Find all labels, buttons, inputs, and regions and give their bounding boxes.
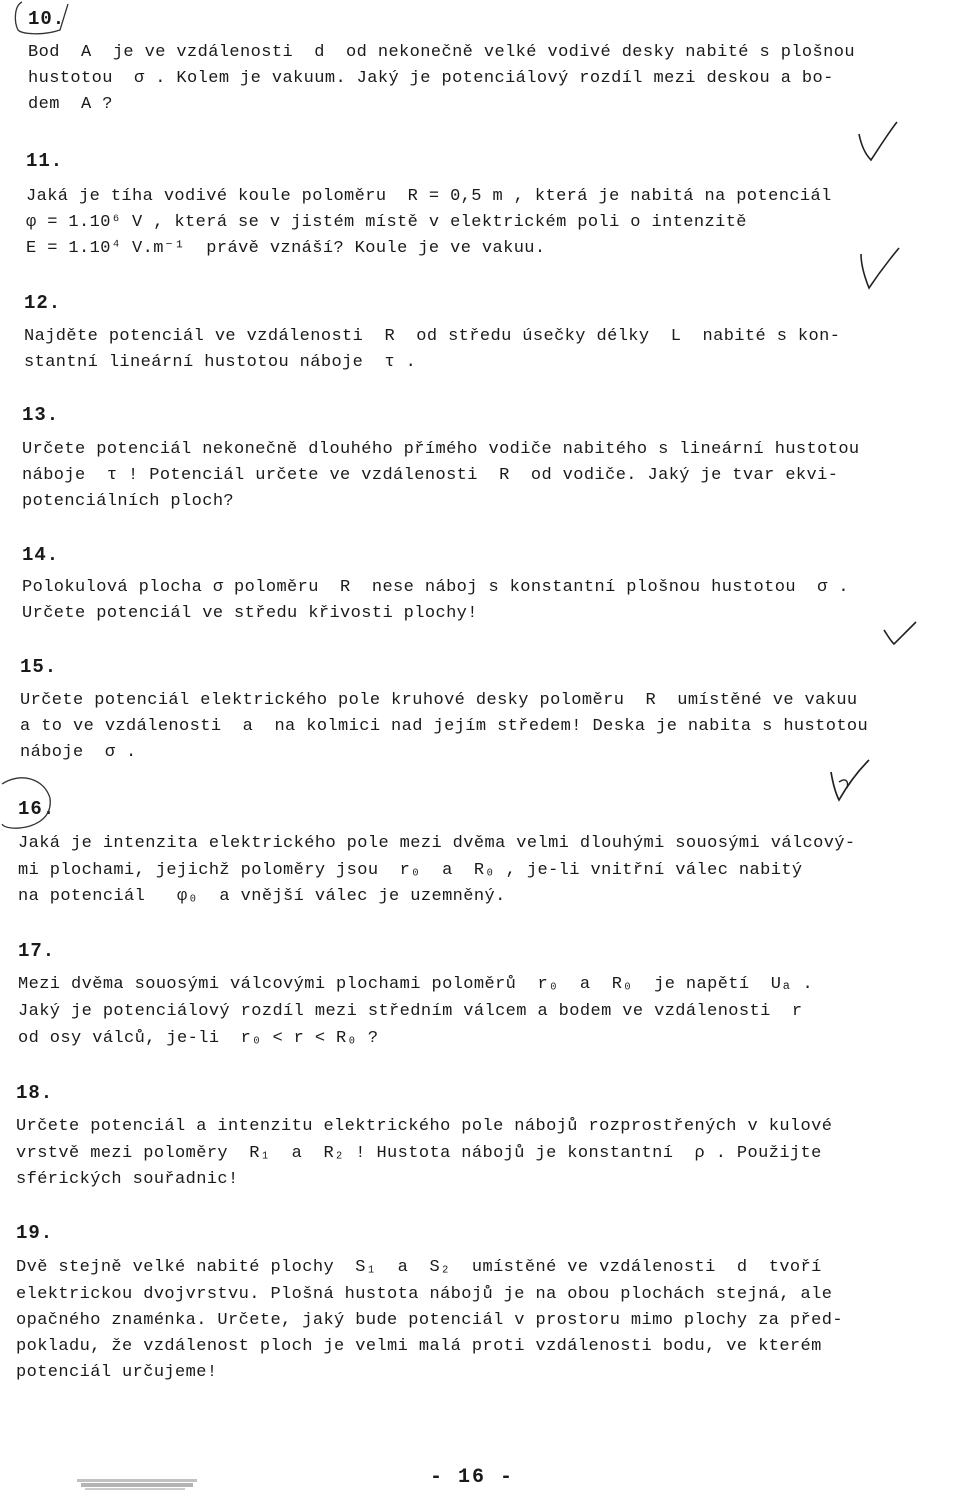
problem-text-line: φ = 1.10⁶ V , která se v jistém místě v elektrickém poli o intenzitě [26,213,747,232]
problem-number: 12. [24,292,62,314]
problem-text-line: Určete potenciál ve středu křivosti plochy! [22,604,478,623]
problem-text-line: elektrickou dvojvrstvu. Plošná hustota nábojů je na obou plochách stejná, ale [16,1285,833,1304]
scan-stamp-mark [75,1473,200,1493]
check-mark-icon [855,244,905,294]
hand-circle-mark [0,770,70,840]
problem-text-line: Určete potenciál nekonečně dlouhého přímého vodiče nabitého s lineární hustotou [22,440,860,459]
problem-text-line: opačného znaménka. Určete, jaký bude potenciál v prostoru mimo plochy za před- [16,1311,843,1330]
problem-number: 11. [26,150,64,172]
problem-text-line: dem A ? [28,95,113,114]
problem-number: 19. [16,1222,54,1244]
problem-number: 18. [16,1082,54,1104]
problem-text-line: Dvě stejně velké nabité plochy S₁ a S₂ umístěné ve vzdálenosti d tvoří [16,1258,822,1277]
problem-text-line: Najděte potenciál ve vzdálenosti R od středu úsečky délky L nabité s kon- [24,327,841,346]
problem-number: 14. [22,544,60,566]
problem-text-line: stantní lineární hustotou náboje τ . [24,353,417,372]
problem-number: 10. [28,8,66,30]
problem-text-line: Polokulová plocha σ poloměru R nese náboj s konstantní plošnou hustotou σ . [22,578,849,597]
problem-text-line: potenciálních ploch? [22,492,235,511]
problem-text-line: vrstvě mezi poloměry R₁ a R₂ ! Hustota nábojů je konstantní ρ . Použijte [16,1144,822,1163]
problem-text-line: potenciál určujeme! [16,1363,218,1382]
check-mark-icon [880,618,920,648]
problem-number: 13. [22,404,60,426]
problem-text-line: Jaký je potenciálový rozdíl mezi středním válcem a bodem ve vzdálenosti r [18,1002,803,1021]
problem-number: 15. [20,656,58,678]
problem-text-line: náboje σ . [20,743,137,762]
problem-text-line: mi plochami, jejichž poloměry jsou r₀ a R₀ , je-li vnitřní válec nabitý [18,861,803,880]
problem-number: 17. [18,940,56,962]
problem-number: 16. [18,798,56,820]
page-number: - 16 - [430,1466,515,1489]
check-mark-icon [825,756,875,806]
problem-text-line: a to ve vzdálenosti a na kolmici nad jejím středem! Deska je nabita s hustotou [20,717,869,736]
hand-circle-mark [0,0,80,60]
problem-text-line: Jaká je intenzita elektrického pole mezi dvěma velmi dlouhými souosými válcový- [18,834,856,853]
problem-text-line: náboje τ ! Potenciál určete ve vzdálenosti R od vodiče. Jaký je tvar ekvi- [22,466,839,485]
problem-text-line: Mezi dvěma souosými válcovými plochami poloměrů r₀ a R₀ je napětí Uₐ . [18,975,814,994]
problem-text-line: Určete potenciál elektrického pole kruhové desky poloměru R umístěné ve vakuu [20,691,858,710]
problem-text-line: sférických souřadnic! [16,1170,239,1189]
problem-text-line: Jaká je tíha vodivé koule poloměru R = 0,5 m , která je nabitá na potenciál [26,187,832,206]
check-mark-icon [855,120,905,165]
problem-text-line: E = 1.10⁴ V.m⁻¹ právě vznáší? Koule je ve vakuu. [26,239,546,258]
problem-text-line: od osy válců, je-li r₀ < r < R₀ ? [18,1029,379,1048]
problem-text-line: Bod A je ve vzdálenosti d od nekonečně velké vodivé desky nabité s plošnou [28,43,855,62]
problem-text-line: na potenciál φ₀ a vnější válec je uzemněný. [18,887,506,906]
problem-text-line: Určete potenciál a intenzitu elektrického pole nábojů rozprostřených v kulové [16,1117,833,1136]
problem-text-line: pokladu, že vzdálenost ploch je velmi malá proti vzdálenosti bodu, ve kterém [16,1337,822,1356]
problem-text-line: hustotou σ . Kolem je vakuum. Jaký je potenciálový rozdíl mezi deskou a bo- [28,69,834,88]
